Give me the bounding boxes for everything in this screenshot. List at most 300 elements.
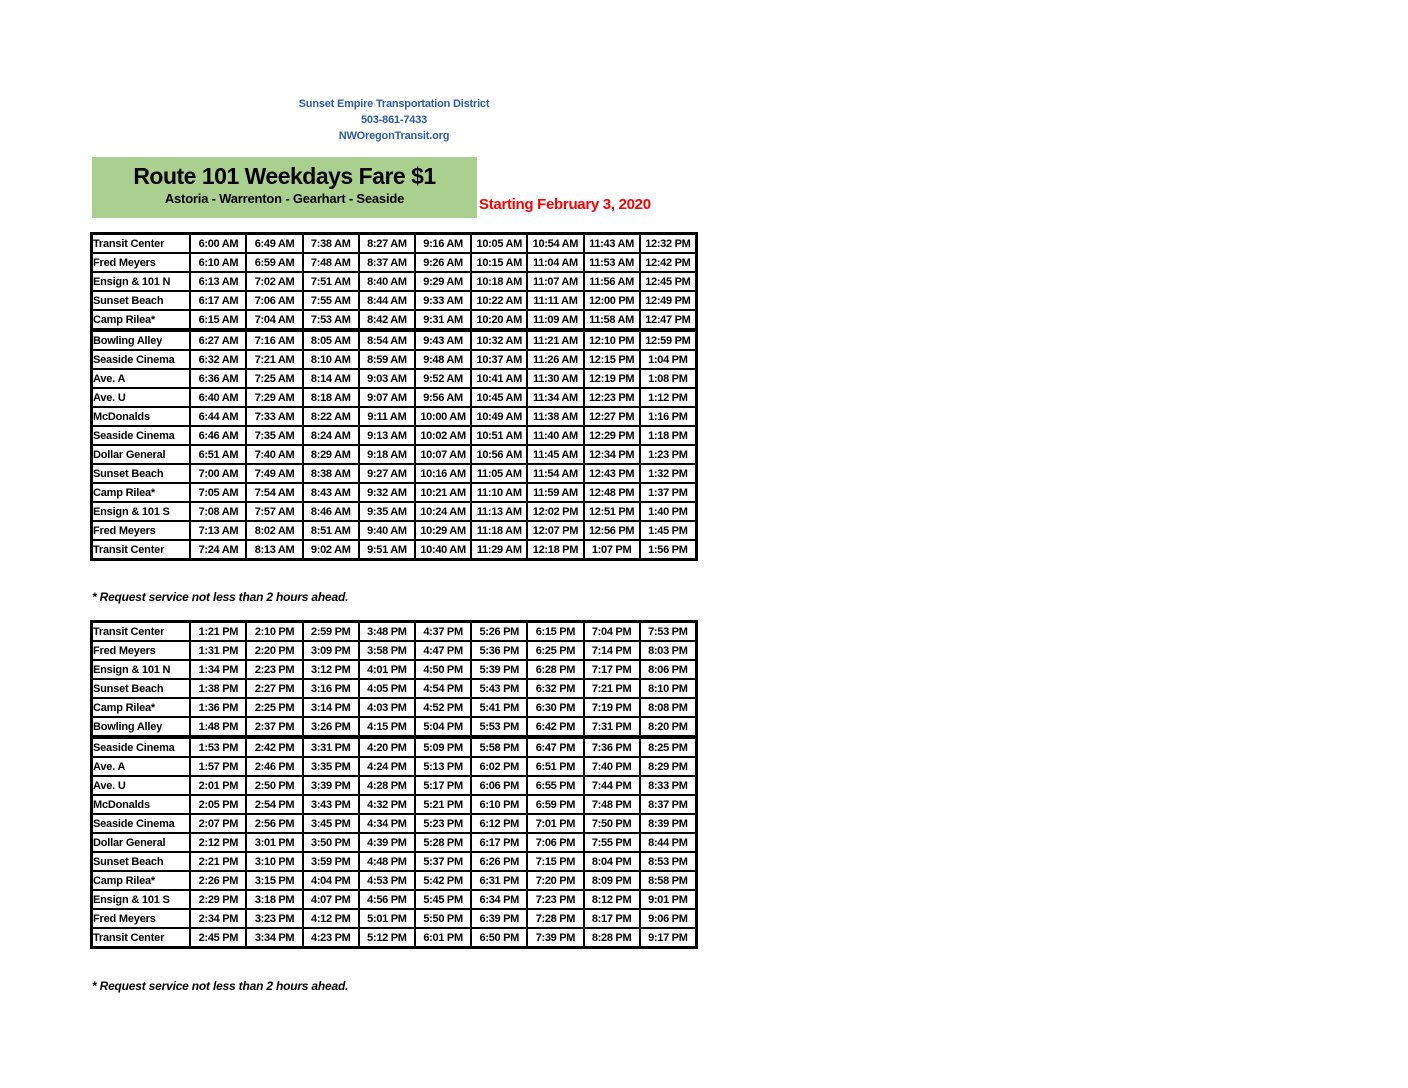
time-cell: 7:05 AM	[190, 483, 246, 502]
time-cell: 2:10 PM	[246, 622, 302, 642]
time-cell: 6:49 AM	[246, 234, 302, 254]
stop-name-cell: Fred Meyers	[92, 909, 191, 928]
footnote-request-service: * Request service not less than 2 hours ahead.	[92, 590, 349, 604]
stop-name-cell: McDonalds	[92, 407, 191, 426]
time-cell: 9:16 AM	[415, 234, 471, 254]
time-cell: 1:37 PM	[640, 483, 697, 502]
time-cell: 11:07 AM	[527, 272, 583, 291]
time-cell: 8:12 PM	[584, 890, 640, 909]
time-cell: 7:04 PM	[584, 622, 640, 642]
table-row	[92, 622, 697, 642]
time-cell: 7:36 PM	[584, 737, 640, 757]
stop-name-cell: Ensign & 101 N	[92, 660, 191, 679]
table-row	[92, 407, 697, 426]
time-cell: 12:42 PM	[640, 253, 697, 272]
afternoon-schedule-table	[90, 620, 698, 949]
stop-name-cell: Camp Rilea*	[92, 871, 191, 890]
time-cell: 4:52 PM	[415, 698, 471, 717]
time-cell: 10:56 AM	[471, 445, 527, 464]
stop-name-cell: McDonalds	[92, 795, 191, 814]
time-cell: 1:04 PM	[640, 350, 697, 369]
time-cell: 1:40 PM	[640, 502, 697, 521]
table-row	[92, 909, 697, 928]
time-cell: 9:31 AM	[415, 310, 471, 330]
time-cell: 7:40 PM	[584, 757, 640, 776]
time-cell: 7:17 PM	[584, 660, 640, 679]
time-cell: 5:45 PM	[415, 890, 471, 909]
table-row	[92, 502, 697, 521]
time-cell: 6:02 PM	[471, 757, 527, 776]
stop-name-cell: Seaside Cinema	[92, 737, 191, 757]
table-row	[92, 291, 697, 310]
time-cell: 6:40 AM	[190, 388, 246, 407]
org-name: Sunset Empire Transportation District	[298, 98, 490, 110]
time-cell: 6:00 AM	[190, 234, 246, 254]
route-title: Route 101 Weekdays Fare $1	[133, 163, 436, 189]
time-cell: 7:35 AM	[246, 426, 302, 445]
time-cell: 1:32 PM	[640, 464, 697, 483]
time-cell: 7:39 PM	[527, 928, 583, 948]
time-cell: 10:49 AM	[471, 407, 527, 426]
time-cell: 8:25 PM	[640, 737, 697, 757]
time-cell: 11:56 AM	[584, 272, 640, 291]
time-cell: 12:29 PM	[584, 426, 640, 445]
time-cell: 10:05 AM	[471, 234, 527, 254]
time-cell: 8:43 AM	[303, 483, 359, 502]
stop-name-cell: Transit Center	[92, 540, 191, 560]
time-cell: 9:56 AM	[415, 388, 471, 407]
time-cell: 4:20 PM	[359, 737, 415, 757]
time-cell: 4:24 PM	[359, 757, 415, 776]
time-cell: 5:39 PM	[471, 660, 527, 679]
time-cell: 2:07 PM	[190, 814, 246, 833]
time-cell: 8:13 AM	[246, 540, 302, 560]
table-row	[92, 757, 697, 776]
time-cell: 9:03 AM	[359, 369, 415, 388]
time-cell: 1:08 PM	[640, 369, 697, 388]
stop-name-cell: Seaside Cinema	[92, 350, 191, 369]
table-row	[92, 272, 697, 291]
time-cell: 4:23 PM	[303, 928, 359, 948]
time-cell: 1:57 PM	[190, 757, 246, 776]
time-cell: 1:23 PM	[640, 445, 697, 464]
time-cell: 9:43 AM	[415, 330, 471, 350]
stop-name-cell: Transit Center	[92, 928, 191, 948]
time-cell: 7:57 AM	[246, 502, 302, 521]
time-cell: 6:32 AM	[190, 350, 246, 369]
time-cell: 11:09 AM	[527, 310, 583, 330]
stop-name-cell: Ave. U	[92, 776, 191, 795]
time-cell: 8:10 AM	[303, 350, 359, 369]
time-cell: 10:37 AM	[471, 350, 527, 369]
time-cell: 8:40 AM	[359, 272, 415, 291]
time-cell: 8:02 AM	[246, 521, 302, 540]
time-cell: 6:47 PM	[527, 737, 583, 757]
time-cell: 8:33 PM	[640, 776, 697, 795]
time-cell: 3:10 PM	[246, 852, 302, 871]
time-cell: 9:52 AM	[415, 369, 471, 388]
time-cell: 4:48 PM	[359, 852, 415, 871]
time-cell: 9:11 AM	[359, 407, 415, 426]
time-cell: 9:29 AM	[415, 272, 471, 291]
time-cell: 8:51 AM	[303, 521, 359, 540]
time-cell: 8:37 AM	[359, 253, 415, 272]
time-cell: 7:08 AM	[190, 502, 246, 521]
time-cell: 2:05 PM	[190, 795, 246, 814]
time-cell: 12:34 PM	[584, 445, 640, 464]
time-cell: 5:12 PM	[359, 928, 415, 948]
time-cell: 6:34 PM	[471, 890, 527, 909]
time-cell: 8:18 AM	[303, 388, 359, 407]
time-cell: 6:44 AM	[190, 407, 246, 426]
time-cell: 8:05 AM	[303, 330, 359, 350]
time-cell: 7:15 PM	[527, 852, 583, 871]
time-cell: 6:30 PM	[527, 698, 583, 717]
time-cell: 8:53 PM	[640, 852, 697, 871]
stop-name-cell: Bowling Alley	[92, 717, 191, 737]
time-cell: 7:54 AM	[246, 483, 302, 502]
time-cell: 12:27 PM	[584, 407, 640, 426]
table-row	[92, 310, 697, 330]
stop-name-cell: Sunset Beach	[92, 291, 191, 310]
time-cell: 7:48 PM	[584, 795, 640, 814]
time-cell: 6:36 AM	[190, 369, 246, 388]
time-cell: 8:54 AM	[359, 330, 415, 350]
table-row	[92, 350, 697, 369]
time-cell: 5:09 PM	[415, 737, 471, 757]
time-cell: 1:45 PM	[640, 521, 697, 540]
table-row	[92, 253, 697, 272]
time-cell: 7:33 AM	[246, 407, 302, 426]
time-cell: 4:03 PM	[359, 698, 415, 717]
time-cell: 4:54 PM	[415, 679, 471, 698]
time-cell: 9:26 AM	[415, 253, 471, 272]
time-cell: 9:40 AM	[359, 521, 415, 540]
time-cell: 11:45 AM	[527, 445, 583, 464]
time-cell: 6:10 PM	[471, 795, 527, 814]
time-cell: 4:34 PM	[359, 814, 415, 833]
time-cell: 3:45 PM	[303, 814, 359, 833]
time-cell: 10:02 AM	[415, 426, 471, 445]
time-cell: 3:09 PM	[303, 641, 359, 660]
time-cell: 10:18 AM	[471, 272, 527, 291]
stop-name-cell: Bowling Alley	[92, 330, 191, 350]
time-cell: 7:25 AM	[246, 369, 302, 388]
time-cell: 3:18 PM	[246, 890, 302, 909]
time-cell: 7:38 AM	[303, 234, 359, 254]
time-cell: 6:39 PM	[471, 909, 527, 928]
time-cell: 6:27 AM	[190, 330, 246, 350]
time-cell: 11:58 AM	[584, 310, 640, 330]
time-cell: 7:55 PM	[584, 833, 640, 852]
time-cell: 5:23 PM	[415, 814, 471, 833]
time-cell: 3:23 PM	[246, 909, 302, 928]
time-cell: 3:14 PM	[303, 698, 359, 717]
time-cell: 6:46 AM	[190, 426, 246, 445]
time-cell: 3:12 PM	[303, 660, 359, 679]
time-cell: 7:13 AM	[190, 521, 246, 540]
time-cell: 8:14 AM	[303, 369, 359, 388]
time-cell: 11:26 AM	[527, 350, 583, 369]
stop-name-cell: Sunset Beach	[92, 464, 191, 483]
time-cell: 10:54 AM	[527, 234, 583, 254]
time-cell: 10:51 AM	[471, 426, 527, 445]
time-cell: 6:10 AM	[190, 253, 246, 272]
stop-name-cell: Sunset Beach	[92, 852, 191, 871]
time-cell: 3:43 PM	[303, 795, 359, 814]
contact-header	[90, 96, 698, 144]
time-cell: 1:21 PM	[190, 622, 246, 642]
time-cell: 9:27 AM	[359, 464, 415, 483]
time-cell: 1:56 PM	[640, 540, 697, 560]
stop-name-cell: Dollar General	[92, 445, 191, 464]
time-cell: 6:25 PM	[527, 641, 583, 660]
table-row	[92, 483, 697, 502]
time-cell: 9:32 AM	[359, 483, 415, 502]
time-cell: 12:07 PM	[527, 521, 583, 540]
time-cell: 3:59 PM	[303, 852, 359, 871]
time-cell: 5:37 PM	[415, 852, 471, 871]
table-row	[92, 717, 697, 737]
time-cell: 2:26 PM	[190, 871, 246, 890]
time-cell: 6:31 PM	[471, 871, 527, 890]
stop-name-cell: Camp Rilea*	[92, 310, 191, 330]
time-cell: 8:08 PM	[640, 698, 697, 717]
time-cell: 5:26 PM	[471, 622, 527, 642]
time-cell: 8:42 AM	[359, 310, 415, 330]
time-cell: 5:43 PM	[471, 679, 527, 698]
time-cell: 5:50 PM	[415, 909, 471, 928]
time-cell: 8:59 AM	[359, 350, 415, 369]
time-cell: 6:59 AM	[246, 253, 302, 272]
time-cell: 1:18 PM	[640, 426, 697, 445]
table-row	[92, 521, 697, 540]
time-cell: 11:18 AM	[471, 521, 527, 540]
time-cell: 10:40 AM	[415, 540, 471, 560]
time-cell: 4:37 PM	[415, 622, 471, 642]
time-cell: 7:04 AM	[246, 310, 302, 330]
time-cell: 12:23 PM	[584, 388, 640, 407]
time-cell: 3:48 PM	[359, 622, 415, 642]
time-cell: 7:49 AM	[246, 464, 302, 483]
time-cell: 9:06 PM	[640, 909, 697, 928]
time-cell: 2:42 PM	[246, 737, 302, 757]
time-cell: 9:18 AM	[359, 445, 415, 464]
time-cell: 2:56 PM	[246, 814, 302, 833]
time-cell: 11:10 AM	[471, 483, 527, 502]
time-cell: 2:59 PM	[303, 622, 359, 642]
time-cell: 1:48 PM	[190, 717, 246, 737]
time-cell: 11:38 AM	[527, 407, 583, 426]
stop-name-cell: Ensign & 101 S	[92, 502, 191, 521]
time-cell: 7:00 AM	[190, 464, 246, 483]
time-cell: 7:06 AM	[246, 291, 302, 310]
time-cell: 8:44 PM	[640, 833, 697, 852]
service-start-date: Starting February 3, 2020	[479, 196, 651, 213]
time-cell: 10:32 AM	[471, 330, 527, 350]
time-cell: 2:54 PM	[246, 795, 302, 814]
time-cell: 8:29 PM	[640, 757, 697, 776]
time-cell: 8:29 AM	[303, 445, 359, 464]
time-cell: 7:06 PM	[527, 833, 583, 852]
time-cell: 11:05 AM	[471, 464, 527, 483]
time-cell: 11:30 AM	[527, 369, 583, 388]
time-cell: 8:38 AM	[303, 464, 359, 483]
time-cell: 12:56 PM	[584, 521, 640, 540]
time-cell: 6:06 PM	[471, 776, 527, 795]
time-cell: 6:50 PM	[471, 928, 527, 948]
time-cell: 1:38 PM	[190, 679, 246, 698]
time-cell: 11:29 AM	[471, 540, 527, 560]
time-cell: 6:01 PM	[415, 928, 471, 948]
time-cell: 7:20 PM	[527, 871, 583, 890]
time-cell: 8:20 PM	[640, 717, 697, 737]
table-row	[92, 641, 697, 660]
time-cell: 6:51 PM	[527, 757, 583, 776]
time-cell: 7:50 PM	[584, 814, 640, 833]
time-cell: 7:29 AM	[246, 388, 302, 407]
time-cell: 8:09 PM	[584, 871, 640, 890]
time-cell: 2:50 PM	[246, 776, 302, 795]
time-cell: 5:13 PM	[415, 757, 471, 776]
time-cell: 12:32 PM	[640, 234, 697, 254]
time-cell: 1:31 PM	[190, 641, 246, 660]
time-cell: 3:26 PM	[303, 717, 359, 737]
time-cell: 5:42 PM	[415, 871, 471, 890]
time-cell: 7:24 AM	[190, 540, 246, 560]
stop-name-cell: Transit Center	[92, 622, 191, 642]
time-cell: 12:00 PM	[584, 291, 640, 310]
table-row	[92, 388, 697, 407]
time-cell: 2:34 PM	[190, 909, 246, 928]
time-cell: 1:34 PM	[190, 660, 246, 679]
time-cell: 11:21 AM	[527, 330, 583, 350]
time-cell: 8:44 AM	[359, 291, 415, 310]
table-row	[92, 464, 697, 483]
table-row	[92, 795, 697, 814]
stop-name-cell: Ave. U	[92, 388, 191, 407]
time-cell: 10:15 AM	[471, 253, 527, 272]
stop-name-cell: Ave. A	[92, 757, 191, 776]
table-row	[92, 426, 697, 445]
time-cell: 4:12 PM	[303, 909, 359, 928]
time-cell: 8:03 PM	[640, 641, 697, 660]
time-cell: 10:22 AM	[471, 291, 527, 310]
table-row	[92, 234, 697, 254]
time-cell: 5:21 PM	[415, 795, 471, 814]
route-banner	[92, 157, 477, 218]
time-cell: 2:29 PM	[190, 890, 246, 909]
time-cell: 10:29 AM	[415, 521, 471, 540]
time-cell: 2:25 PM	[246, 698, 302, 717]
stop-name-cell: Fred Meyers	[92, 253, 191, 272]
time-cell: 7:31 PM	[584, 717, 640, 737]
time-cell: 4:28 PM	[359, 776, 415, 795]
time-cell: 12:19 PM	[584, 369, 640, 388]
time-cell: 3:31 PM	[303, 737, 359, 757]
time-cell: 8:06 PM	[640, 660, 697, 679]
time-cell: 8:58 PM	[640, 871, 697, 890]
time-cell: 2:21 PM	[190, 852, 246, 871]
time-cell: 6:13 AM	[190, 272, 246, 291]
route-subtitle: Astoria - Warrenton - Gearhart - Seaside	[164, 191, 405, 206]
time-cell: 5:36 PM	[471, 641, 527, 660]
table-row	[92, 369, 697, 388]
stop-name-cell: Fred Meyers	[92, 521, 191, 540]
table-row	[92, 330, 697, 350]
time-cell: 12:47 PM	[640, 310, 697, 330]
time-cell: 12:49 PM	[640, 291, 697, 310]
time-cell: 7:16 AM	[246, 330, 302, 350]
time-cell: 4:15 PM	[359, 717, 415, 737]
time-cell: 4:04 PM	[303, 871, 359, 890]
phone-number: 503-861-7433	[360, 114, 428, 126]
time-cell: 6:51 AM	[190, 445, 246, 464]
time-cell: 6:26 PM	[471, 852, 527, 871]
time-cell: 8:28 PM	[584, 928, 640, 948]
time-cell: 3:15 PM	[246, 871, 302, 890]
time-cell: 9:13 AM	[359, 426, 415, 445]
table-row	[92, 928, 697, 948]
time-cell: 6:17 PM	[471, 833, 527, 852]
time-cell: 6:15 AM	[190, 310, 246, 330]
footnote-request-service: * Request service not less than 2 hours ahead.	[92, 979, 349, 993]
time-cell: 11:11 AM	[527, 291, 583, 310]
time-cell: 2:23 PM	[246, 660, 302, 679]
time-cell: 11:54 AM	[527, 464, 583, 483]
time-cell: 7:21 PM	[584, 679, 640, 698]
time-cell: 5:58 PM	[471, 737, 527, 757]
table-row	[92, 833, 697, 852]
time-cell: 8:22 AM	[303, 407, 359, 426]
time-cell: 10:16 AM	[415, 464, 471, 483]
table-row	[92, 660, 697, 679]
time-cell: 6:28 PM	[527, 660, 583, 679]
time-cell: 10:07 AM	[415, 445, 471, 464]
time-cell: 7:44 PM	[584, 776, 640, 795]
time-cell: 1:07 PM	[584, 540, 640, 560]
time-cell: 5:28 PM	[415, 833, 471, 852]
time-cell: 7:23 PM	[527, 890, 583, 909]
time-cell: 12:10 PM	[584, 330, 640, 350]
time-cell: 4:07 PM	[303, 890, 359, 909]
time-cell: 6:32 PM	[527, 679, 583, 698]
time-cell: 2:37 PM	[246, 717, 302, 737]
time-cell: 5:17 PM	[415, 776, 471, 795]
time-cell: 7:55 AM	[303, 291, 359, 310]
time-cell: 10:21 AM	[415, 483, 471, 502]
time-cell: 8:17 PM	[584, 909, 640, 928]
time-cell: 3:01 PM	[246, 833, 302, 852]
time-cell: 10:24 AM	[415, 502, 471, 521]
time-cell: 11:53 AM	[584, 253, 640, 272]
time-cell: 3:34 PM	[246, 928, 302, 948]
time-cell: 9:35 AM	[359, 502, 415, 521]
stop-name-cell: Sunset Beach	[92, 679, 191, 698]
time-cell: 1:53 PM	[190, 737, 246, 757]
time-cell: 4:01 PM	[359, 660, 415, 679]
time-cell: 4:56 PM	[359, 890, 415, 909]
time-cell: 6:17 AM	[190, 291, 246, 310]
stop-name-cell: Seaside Cinema	[92, 814, 191, 833]
time-cell: 2:46 PM	[246, 757, 302, 776]
time-cell: 7:19 PM	[584, 698, 640, 717]
morning-schedule-table	[90, 232, 698, 561]
time-cell: 11:04 AM	[527, 253, 583, 272]
time-cell: 10:45 AM	[471, 388, 527, 407]
time-cell: 4:47 PM	[415, 641, 471, 660]
time-cell: 7:53 PM	[640, 622, 697, 642]
